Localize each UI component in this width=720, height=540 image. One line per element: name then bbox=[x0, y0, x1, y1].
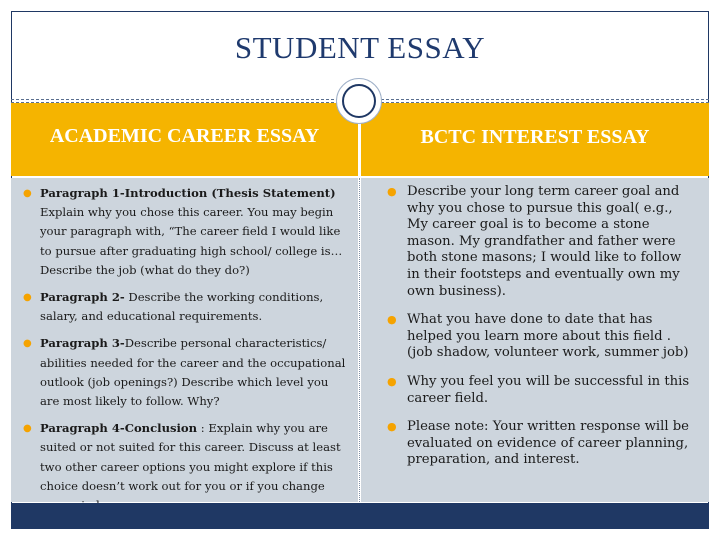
list-item bbox=[23, 184, 348, 280]
bullet-icon: ● bbox=[23, 188, 32, 199]
paragraph-label: Paragraph 3- bbox=[40, 336, 125, 351]
item-text: Describe your long term career goal and why you chose to pursue this goal( e.g., My career goal is to become a stone mason. My grandfather and father were both stone masons; I would like to follow in their footsteps and eventually own my own business). bbox=[407, 184, 682, 299]
footer-bar bbox=[11, 503, 709, 529]
paragraph-text: : Explain why you are suited or not suited for this career. Discuss at least two other career options you might explore if this choice doesn’t work out for you or if you change bbox=[40, 421, 341, 493]
paragraph-text: Describe the working conditions, salary, and educational requirements. bbox=[40, 290, 324, 324]
bullet-icon: ● bbox=[387, 313, 397, 327]
item-text: What you have done to date that has helped you learn more about this field . (job shadow, volunteer work, summer job) bbox=[407, 312, 689, 361]
item-text: Please note: Your written response will be evaluated on evidence of career planning, preparation, and interest. bbox=[407, 419, 689, 468]
list-item bbox=[23, 419, 348, 515]
paragraph-text: Explain why you chose this career. You may begin your paragraph with, “The career field I would like to pursue after graduating high school/ college is…Describe the job (what do they do?) bbox=[40, 205, 343, 277]
list-item bbox=[23, 334, 348, 411]
list-item bbox=[379, 184, 697, 300]
bullet-icon: ● bbox=[23, 292, 32, 304]
circle-ornament-icon bbox=[336, 78, 382, 124]
column-divider bbox=[359, 178, 360, 502]
circle-ornament-inner bbox=[342, 84, 376, 118]
bullet-icon: ● bbox=[387, 420, 397, 434]
bctc-interest-heading: BCTC INTEREST ESSAY bbox=[361, 103, 709, 176]
bctc-interest-list bbox=[379, 184, 697, 469]
item-text: Why you feel you will be successful in this career field. bbox=[407, 373, 690, 406]
bullet-icon: ● bbox=[387, 374, 397, 388]
bctc-interest-panel bbox=[361, 178, 709, 502]
bullet-icon: ● bbox=[23, 338, 32, 350]
academic-career-heading: ACADEMIC CAREER ESSAY bbox=[11, 103, 358, 176]
list-item bbox=[379, 312, 697, 362]
bullet-icon: ● bbox=[23, 423, 32, 435]
academic-career-list bbox=[23, 184, 348, 515]
paragraph-label: Paragraph 1-Introduction (Thesis Statement) bbox=[40, 186, 336, 200]
paragraph-text: Describe personal characteristics/ abilities needed for the career and the occupational outlook (job openings?) Describe which level you are most likely to follow. Why? bbox=[40, 336, 346, 409]
list-item bbox=[379, 419, 697, 469]
list-item bbox=[23, 288, 348, 326]
bullet-icon: ● bbox=[387, 185, 397, 198]
paragraph-label: Paragraph 4-Conclusion bbox=[40, 421, 198, 436]
paragraph-label: Paragraph 2- bbox=[40, 290, 125, 305]
academic-career-panel bbox=[11, 178, 358, 502]
list-item bbox=[379, 374, 697, 407]
page-title: STUDENT ESSAY bbox=[234, 30, 486, 65]
